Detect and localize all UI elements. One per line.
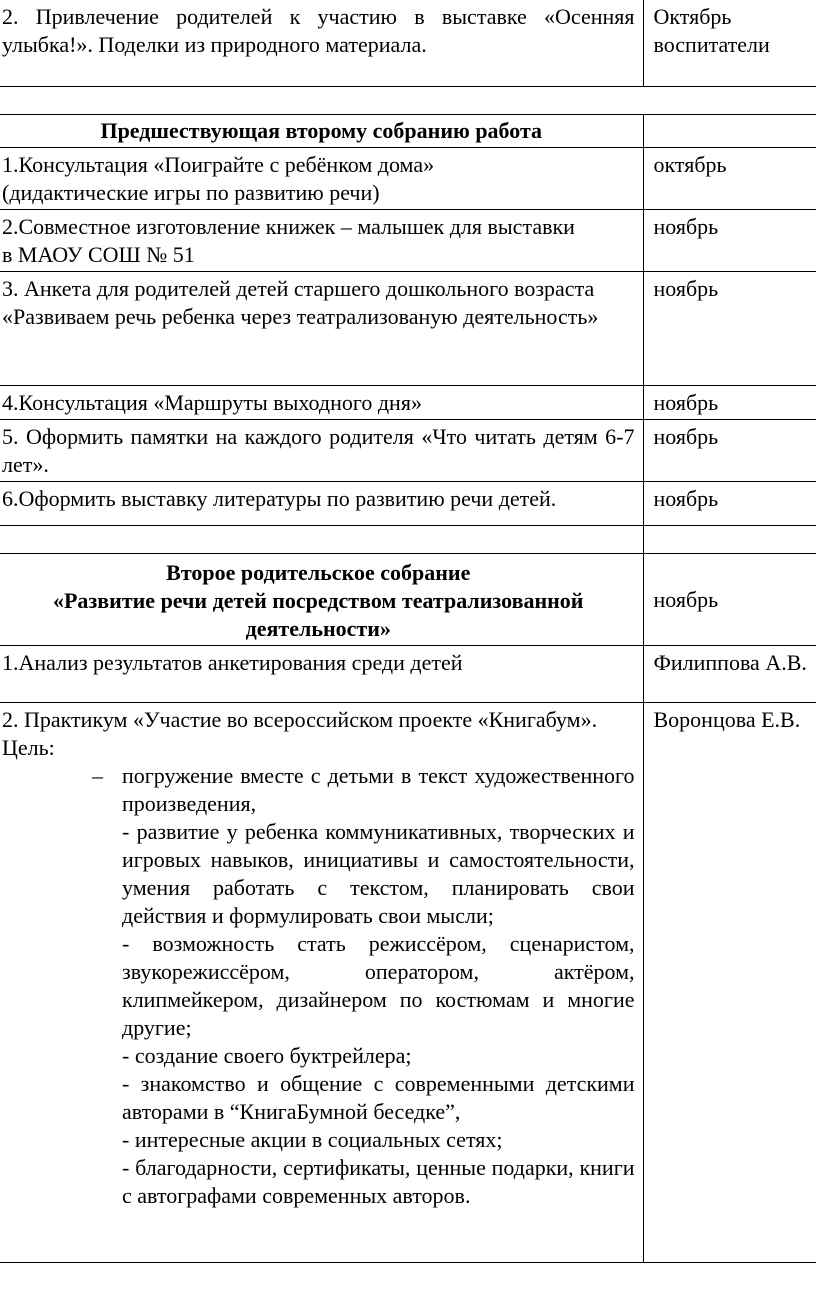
section1-row-1-subtext: (дидактические игры по развитию речи) <box>2 180 380 205</box>
section1-row-3-text: 3. Анкета для родителей детей старшего дошкольного возраста <box>2 276 595 301</box>
section1-row-1-text: 1.Консультация «Поиграйте с ребёнком дома» <box>2 152 435 177</box>
goal-label: Цель: <box>2 735 55 760</box>
top-row-when-month: Октябрь <box>653 4 732 29</box>
goal-item: - интересные акции в социальных сетях; <box>122 1127 503 1152</box>
goal-dash: – <box>92 763 103 788</box>
section1-row-3-when: ноябрь <box>643 272 816 386</box>
practicum-title: 2. Практикум «Участие во всероссийском проекте «Книгабум». <box>2 707 598 732</box>
top-row-when <box>643 0 816 86</box>
section1-row-5: 5. Оформить памятки на каждого родителя «Что читать детям 6-7 лет». <box>0 420 643 482</box>
goal-item-main: погружение вместе с детьми в текст художественного произведения, <box>122 763 635 816</box>
goal-item: - создание своего буктрейлера; <box>122 1043 412 1068</box>
section1-row-2-when: ноябрь <box>643 210 816 272</box>
section2-heading-when: ноябрь <box>643 554 816 646</box>
section1-row-2-subtext: в МАОУ СОШ № 51 <box>2 242 195 267</box>
section1-row-4: 4.Консультация «Маршруты выходного дня» <box>0 386 643 420</box>
plan-table <box>0 114 816 1263</box>
section1-row-5-when: ноябрь <box>643 420 816 482</box>
goal-item: - знакомство и общение с современными детскими авторами в “КнигаБумной беседке”, <box>122 1071 635 1124</box>
section1-row-1-when: октябрь <box>643 148 816 210</box>
section1-row-2 <box>0 210 643 272</box>
section2-heading <box>0 554 643 646</box>
top-table <box>0 0 816 87</box>
top-row-when-responsible: воспитатели <box>653 32 770 57</box>
section1-heading-when <box>643 115 816 148</box>
spacer-row-right <box>643 526 816 554</box>
section1-heading: Предшествующая второму собранию работа <box>0 115 643 148</box>
section1-row-3-subtext: «Развиваем речь ребенка через театрализованую деятельность» <box>2 304 599 329</box>
goal-item: - благодарности, сертификаты, ценные подарки, книги с автографами современных авторов. <box>122 1155 635 1208</box>
section2-row-1: 1.Анализ результатов анкетирования среди детей <box>0 646 643 703</box>
section2-row-2 <box>0 703 643 1263</box>
section2-heading-subtitle: «Развитие речи детей посредством театрализованной деятельности» <box>52 588 584 641</box>
section1-row-4-when: ноябрь <box>643 386 816 420</box>
section2-heading-title: Второе родительское собрание <box>166 560 471 585</box>
goal-list <box>2 762 635 1210</box>
section1-row-1 <box>0 148 643 210</box>
section1-row-3 <box>0 272 643 386</box>
section1-row-6: 6.Оформить выставку литературы по развитию речи детей. <box>0 482 643 526</box>
goal-item: - возможность стать режиссёром, сценаристом, звукорежиссёром, оператором, актёром, клипмейкером, дизайнером по костюмам и многие другие; <box>122 931 635 1040</box>
top-row-text: 2. Привлечение родителей к участию в выставке «Осенняя улыбка!». Поделки из природного материала. <box>0 0 643 86</box>
section1-row-2-text: 2.Совместное изготовление книжек – малышек для выставки <box>2 214 575 239</box>
goal-item: - развитие у ребенка коммуникативных, творческих и игровых навыков, инициативы и самостоятельности, умения работать с текстом, планировать свои действия и формулировать свои мысли; <box>122 819 635 928</box>
spacer-row <box>0 526 643 554</box>
section2-row-2-who: Воронцова Е.В. <box>643 703 816 1263</box>
section1-row-6-when: ноябрь <box>643 482 816 526</box>
section2-row-1-who: Филиппова А.В. <box>643 646 816 703</box>
